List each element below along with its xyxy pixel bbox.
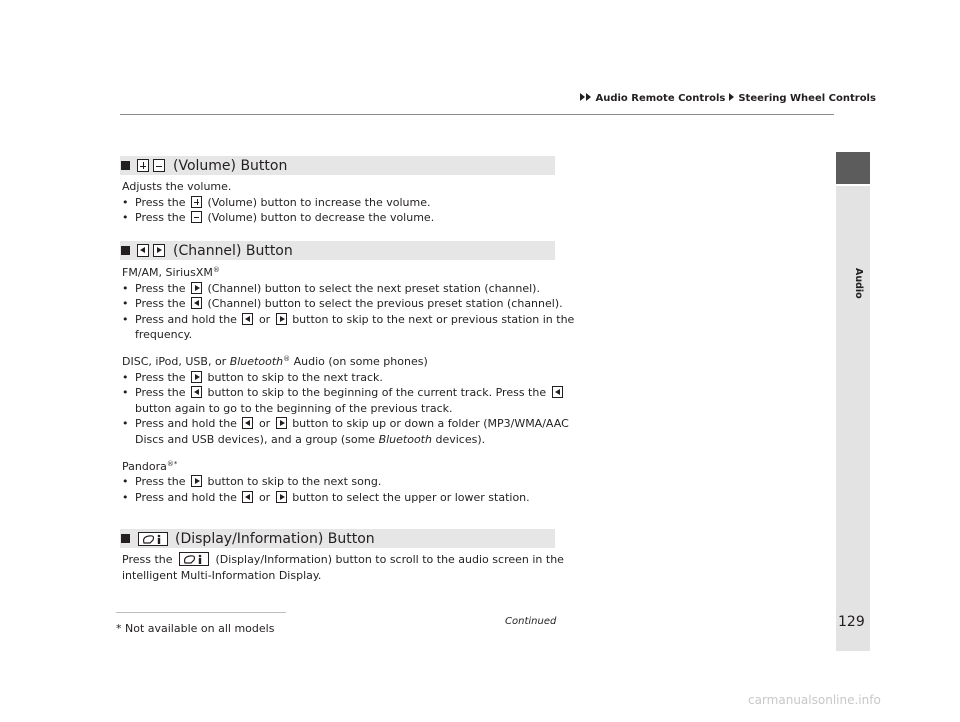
watermark: carmanualsonline.info (748, 693, 881, 707)
channel-next-icon (153, 244, 165, 257)
display-info-icon (138, 532, 168, 546)
channel-section-heading: (Channel) Button (120, 241, 555, 260)
channel-previous-icon (191, 297, 202, 309)
channel-next-icon (276, 313, 287, 325)
channel-previous-icon (242, 313, 253, 325)
channel-previous-icon (137, 244, 149, 257)
section-marker-icon (121, 246, 130, 255)
channel-previous-icon (242, 417, 253, 429)
breadcrumb-item-audio-remote-controls: Audio Remote Controls (595, 93, 726, 104)
breadcrumb-arrow-icon (580, 93, 585, 101)
volume-plus-icon (137, 159, 149, 172)
display-info-icon (179, 552, 209, 566)
volume-minus-icon (153, 159, 165, 172)
header-divider (120, 114, 834, 115)
channel-previous-icon (242, 491, 253, 503)
channel-next-icon (191, 475, 202, 487)
volume-plus-icon (191, 196, 202, 208)
channel-next-icon (191, 371, 202, 383)
volume-section-heading: (Volume) Button (120, 156, 555, 175)
side-tab-rule (836, 186, 870, 651)
page-number: 129 (838, 614, 865, 630)
volume-minus-icon (191, 211, 202, 223)
side-tab-block (836, 152, 870, 184)
section-marker-icon (121, 161, 130, 170)
breadcrumb (580, 93, 876, 104)
channel-next-icon (191, 282, 202, 294)
channel-next-icon (276, 491, 287, 503)
breadcrumb-arrow-icon (729, 93, 734, 101)
channel-previous-icon (552, 386, 563, 398)
display-body: Press the (Display/Information) button to scroll to the audio screen in the intelligent Multi-Information Display. (122, 553, 564, 582)
channel-previous-icon (191, 386, 202, 398)
footnote-divider (116, 612, 286, 613)
breadcrumb-arrow-icon (586, 93, 591, 101)
continued-label: Continued (505, 616, 557, 627)
footnote: * Not available on all models (116, 622, 275, 635)
breadcrumb-item-steering-wheel-controls: Steering Wheel Controls (738, 93, 876, 104)
channel-next-icon (276, 417, 287, 429)
volume-body: Adjusts the volume. • Press the (Volume) button to increase the volume. • Press the (Volume) button to decrease the volume. (122, 179, 434, 226)
channel-body: FM/AM, SiriusXM® • Press the (Channel) button to select the next preset station (channel). • Press the (Channel) button to select the previous preset station (channel). • Press and hold the or button to skip to the next or previous station in the frequency. DISC, iPod, USB, or Bluetooth® Audio (on some phones) • Press the button to skip to the next track. • Press the button to skip to the beginning of the current track. Press the button again to go to the beginning of the previous track. • Press and hold the or button to skip up or down a folder (MP3/WMA/AAC Discs and USB devices), and a group (some Bluetooth devices). Pandora®* • Press the button to skip to the next song. • Press and hold the or button to select the upper or lower station. (122, 263, 574, 505)
display-section-heading: (Display/Information) Button (120, 529, 555, 548)
section-marker-icon (121, 534, 130, 543)
side-tab-label: Audio (853, 268, 864, 299)
